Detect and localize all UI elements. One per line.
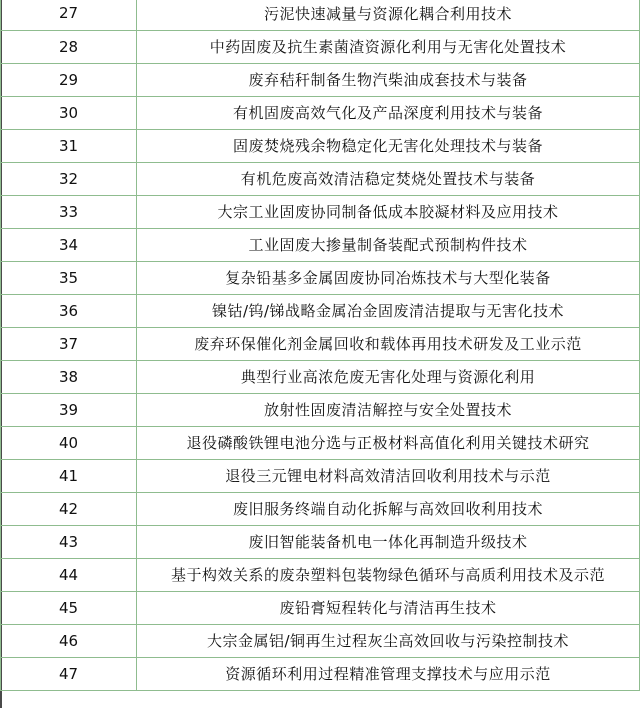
technology-name-cell[interactable]: 资源循环利用过程精准管理支撑技术与应用示范 bbox=[137, 657, 640, 690]
technology-name-cell[interactable]: 基于构效关系的废杂塑料包装物绿色循环与高质利用技术及示范 bbox=[137, 558, 640, 591]
table-row bbox=[1, 525, 640, 558]
table-row bbox=[1, 558, 640, 591]
technology-name-cell[interactable]: 退役磷酸铁锂电池分选与正极材料高值化利用关键技术研究 bbox=[137, 426, 640, 459]
row-number-cell[interactable]: 40 bbox=[1, 426, 137, 459]
technology-name-cell[interactable]: 有机危废高效清洁稳定焚烧处置技术与装备 bbox=[137, 162, 640, 195]
table-row bbox=[1, 492, 640, 525]
row-number-cell[interactable]: 38 bbox=[1, 360, 137, 393]
technology-name-cell[interactable]: 大宗工业固废协同制备低成本胶凝材料及应用技术 bbox=[137, 195, 640, 228]
table-row bbox=[1, 162, 640, 195]
table-row bbox=[1, 393, 640, 426]
table-row bbox=[1, 228, 640, 261]
technology-name-cell[interactable]: 废铅膏短程转化与清洁再生技术 bbox=[137, 591, 640, 624]
technology-name-cell[interactable]: 复杂铅基多金属固废协同冶炼技术与大型化装备 bbox=[137, 261, 640, 294]
row-number-cell[interactable]: 29 bbox=[1, 63, 137, 96]
table-row bbox=[1, 96, 640, 129]
row-number-cell[interactable]: 39 bbox=[1, 393, 137, 426]
table-row bbox=[1, 624, 640, 657]
table-row bbox=[1, 327, 640, 360]
technology-name-cell[interactable]: 废旧智能装备机电一体化再制造升级技术 bbox=[137, 525, 640, 558]
row-number-cell[interactable]: 43 bbox=[1, 525, 137, 558]
table-row bbox=[1, 360, 640, 393]
row-number-cell[interactable]: 41 bbox=[1, 459, 137, 492]
technology-name-cell[interactable]: 工业固废大掺量制备装配式预制构件技术 bbox=[137, 228, 640, 261]
technology-name-cell[interactable]: 放射性固废清洁解控与安全处置技术 bbox=[137, 393, 640, 426]
table-row bbox=[1, 129, 640, 162]
table-row bbox=[1, 459, 640, 492]
table-row bbox=[1, 426, 640, 459]
technology-name-cell[interactable]: 固废焚烧残余物稳定化无害化处理技术与装备 bbox=[137, 129, 640, 162]
table-row bbox=[1, 261, 640, 294]
row-number-cell[interactable]: 30 bbox=[1, 96, 137, 129]
technology-name-cell[interactable]: 退役三元锂电材料高效清洁回收利用技术与示范 bbox=[137, 459, 640, 492]
row-number-cell[interactable]: 46 bbox=[1, 624, 137, 657]
technology-name-cell[interactable]: 污泥快速减量与资源化耦合利用技术 bbox=[137, 0, 640, 30]
table-row bbox=[1, 657, 640, 690]
row-number-cell[interactable]: 32 bbox=[1, 162, 137, 195]
row-number-cell[interactable]: 47 bbox=[1, 657, 137, 690]
table-row bbox=[1, 591, 640, 624]
technology-name-cell[interactable]: 中药固废及抗生素菌渣资源化利用与无害化处置技术 bbox=[137, 30, 640, 63]
technology-name-cell[interactable]: 废弃环保催化剂金属回收和载体再用技术研发及工业示范 bbox=[137, 327, 640, 360]
row-number-cell[interactable]: 44 bbox=[1, 558, 137, 591]
technology-name-cell[interactable]: 废弃秸秆制备生物汽柴油成套技术与装备 bbox=[137, 63, 640, 96]
row-number-cell[interactable]: 31 bbox=[1, 129, 137, 162]
technology-name-cell[interactable]: 有机固废高效气化及产品深度利用技术与装备 bbox=[137, 96, 640, 129]
row-number-cell[interactable]: 35 bbox=[1, 261, 137, 294]
table-row bbox=[1, 30, 640, 63]
technology-name-cell[interactable]: 废旧服务终端自动化拆解与高效回收利用技术 bbox=[137, 492, 640, 525]
technology-name-cell[interactable]: 大宗金属铝/铜再生过程灰尘高效回收与污染控制技术 bbox=[137, 624, 640, 657]
row-number-cell[interactable]: 36 bbox=[1, 294, 137, 327]
row-number-cell[interactable]: 42 bbox=[1, 492, 137, 525]
table-row bbox=[1, 195, 640, 228]
row-number-cell[interactable]: 27 bbox=[1, 0, 137, 30]
row-number-cell[interactable]: 34 bbox=[1, 228, 137, 261]
row-number-cell[interactable]: 33 bbox=[1, 195, 137, 228]
table-row bbox=[1, 0, 640, 30]
row-number-cell[interactable]: 45 bbox=[1, 591, 137, 624]
technology-name-cell[interactable]: 典型行业高浓危废无害化处理与资源化利用 bbox=[137, 360, 640, 393]
technology-name-cell[interactable]: 镍钴/钨/锑战略金属冶金固废清洁提取与无害化技术 bbox=[137, 294, 640, 327]
row-number-cell[interactable]: 37 bbox=[1, 327, 137, 360]
row-number-cell[interactable]: 28 bbox=[1, 30, 137, 63]
table-body bbox=[1, 0, 640, 690]
table-row bbox=[1, 294, 640, 327]
table-row bbox=[1, 63, 640, 96]
